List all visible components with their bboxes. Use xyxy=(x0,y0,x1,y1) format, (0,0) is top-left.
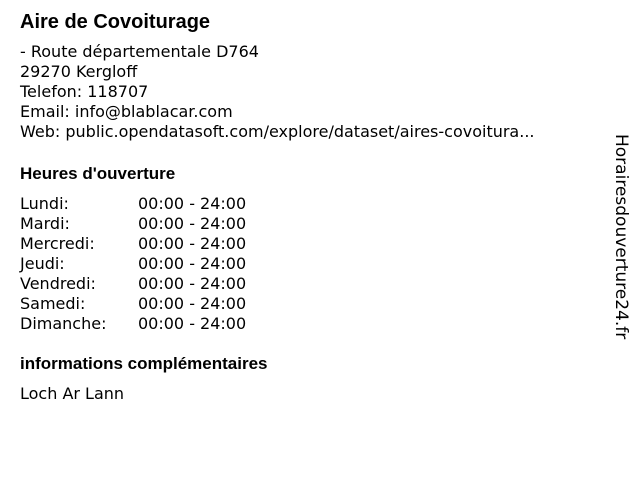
hours-time: 00:00 - 24:00 xyxy=(138,294,247,313)
hours-row xyxy=(20,314,600,334)
hours-time: 00:00 - 24:00 xyxy=(138,194,247,213)
hours-day: Lundi: xyxy=(20,194,69,213)
business-title: Aire de Covoiturage xyxy=(20,11,211,33)
address-block xyxy=(20,42,600,142)
web-line: Web: public.opendatasoft.com/explore/dataset/aires-covoitura... xyxy=(20,122,535,141)
hours-time: 00:00 - 24:00 xyxy=(138,234,247,253)
hours-time: 00:00 - 24:00 xyxy=(138,254,247,273)
hours-day: Dimanche: xyxy=(20,314,107,333)
email-line: Email: info@blablacar.com xyxy=(20,102,233,121)
watermark-text: Horairesdouverture24.fr xyxy=(611,134,631,340)
info-heading: informations complémentaires xyxy=(20,354,268,373)
hours-day: Vendredi: xyxy=(20,274,96,293)
hours-day: Mercredi: xyxy=(20,234,95,253)
hours-time: 00:00 - 24:00 xyxy=(138,314,247,333)
hours-time: 00:00 - 24:00 xyxy=(138,274,247,293)
hours-heading: Heures d'ouverture xyxy=(20,164,176,183)
hours-day: Samedi: xyxy=(20,294,86,313)
hours-row xyxy=(20,274,600,294)
hours-day: Jeudi: xyxy=(20,254,65,273)
hours-row xyxy=(20,254,600,274)
phone-line: Telefon: 118707 xyxy=(20,82,149,101)
hours-row xyxy=(20,294,600,314)
hours-row xyxy=(20,234,600,254)
hours-table xyxy=(20,194,600,334)
hours-day: Mardi: xyxy=(20,214,70,233)
hours-row xyxy=(20,214,600,234)
info-text: Loch Ar Lann xyxy=(20,384,125,403)
business-card xyxy=(20,10,600,404)
street-line: - Route départementale D764 xyxy=(20,42,259,61)
city-line: 29270 Kergloff xyxy=(20,62,138,81)
hours-row xyxy=(20,194,600,214)
hours-time: 00:00 - 24:00 xyxy=(138,214,247,233)
site-watermark xyxy=(612,134,632,374)
